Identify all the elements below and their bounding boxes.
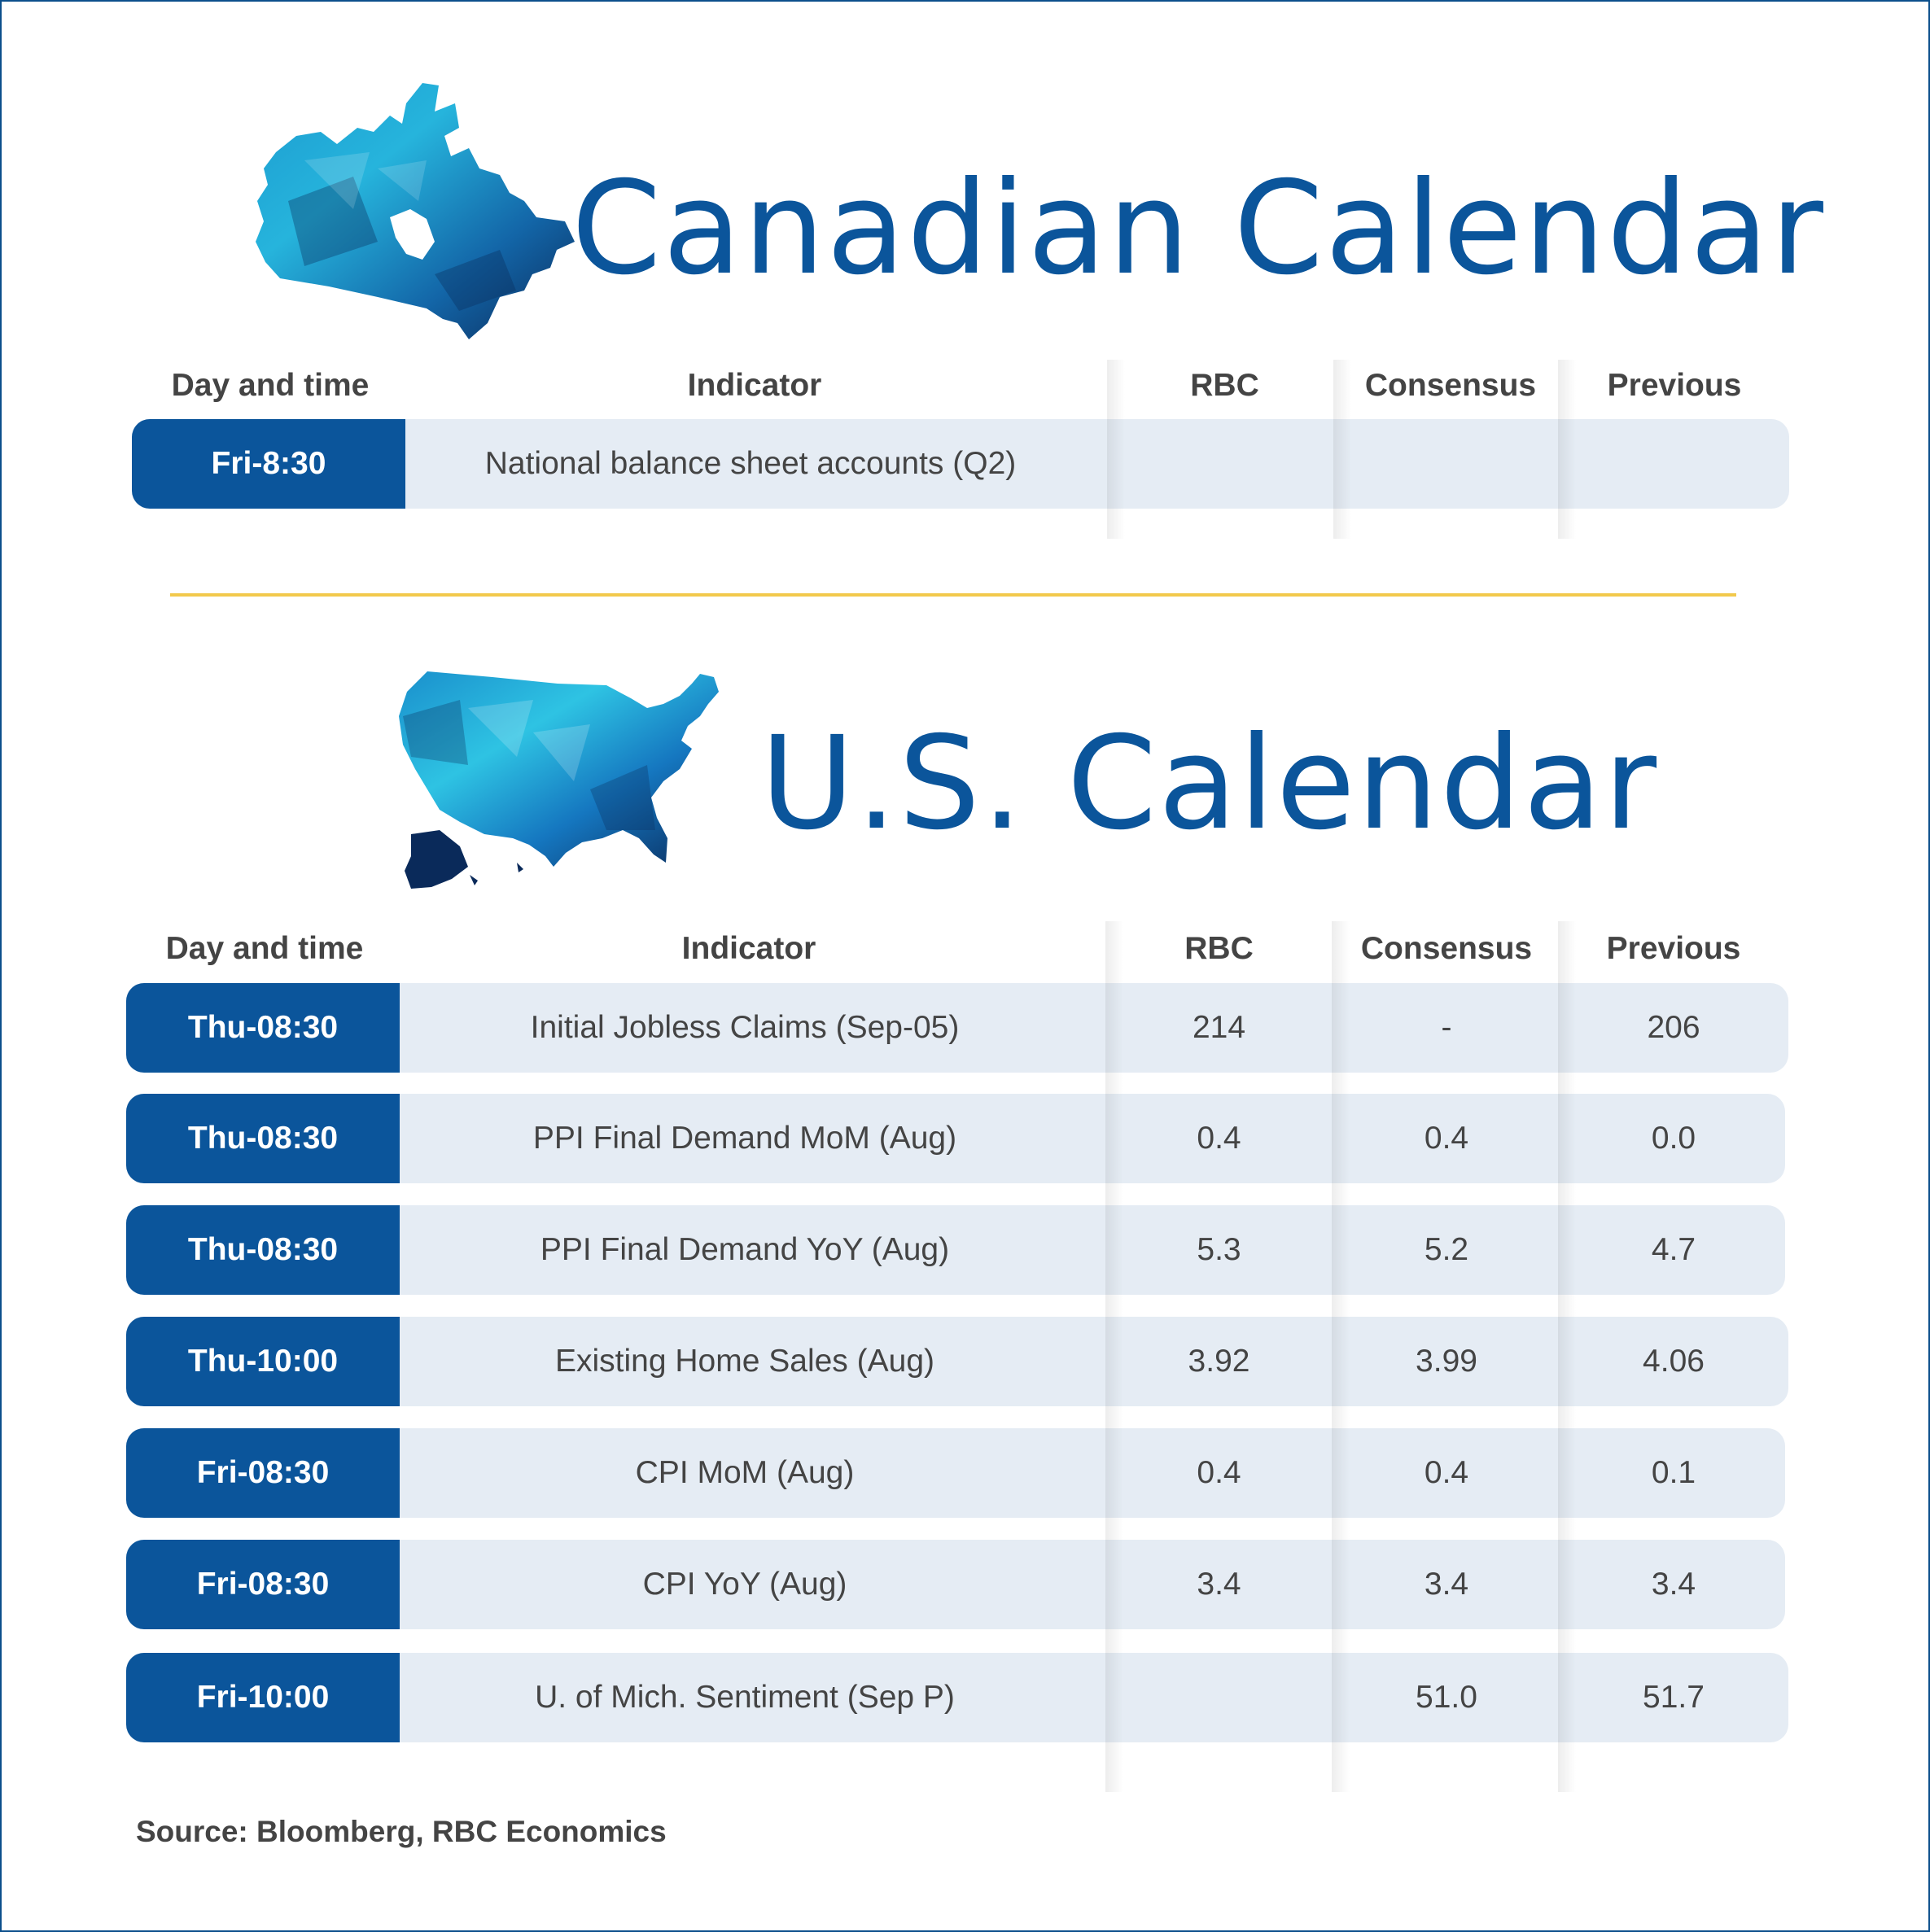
row-rbc: 0.4 [1197, 1121, 1241, 1156]
row-indicator: PPI Final Demand MoM (Aug) [532, 1121, 957, 1156]
row-previous: 4.7 [1651, 1232, 1696, 1267]
row-previous: 206 [1647, 1010, 1700, 1045]
row-indicator: PPI Final Demand YoY (Aug) [540, 1232, 950, 1267]
section-divider [170, 593, 1736, 597]
row-previous: 4.06 [1643, 1344, 1705, 1379]
row-rbc: 5.3 [1197, 1232, 1241, 1267]
row-rbc: 3.4 [1197, 1567, 1241, 1602]
row-consensus: 0.4 [1424, 1121, 1469, 1156]
col-head-rbc: RBC [1184, 931, 1254, 966]
col-head-indicator: Indicator [687, 368, 822, 403]
row-time: Thu-08:30 [126, 983, 400, 1073]
row-previous [1562, 419, 1789, 509]
col-head-previous: Previous [1606, 931, 1741, 966]
row-rbc [1113, 419, 1337, 509]
us-calendar-title: U.S. Calendar [760, 709, 1659, 859]
row-indicator: Existing Home Sales (Aug) [554, 1344, 935, 1379]
row-previous: 51.7 [1643, 1680, 1705, 1715]
row-rbc: 214 [1192, 1010, 1246, 1045]
row-consensus: 3.4 [1424, 1567, 1469, 1602]
row-time: Fri-08:30 [126, 1540, 400, 1629]
table-row [126, 1205, 1785, 1295]
table-row [126, 1653, 1788, 1742]
row-time: Thu-08:30 [126, 1205, 400, 1295]
canada-map-icon [256, 79, 577, 347]
row-consensus [1337, 419, 1565, 509]
col-head-consensus: Consensus [1364, 368, 1537, 403]
row-previous: 0.1 [1651, 1455, 1696, 1490]
row-time: Thu-08:30 [126, 1094, 400, 1183]
row-time: Fri-8:30 [132, 419, 405, 509]
row-previous: 3.4 [1651, 1567, 1696, 1602]
row-indicator: U. of Mich. Sentiment (Sep P) [535, 1680, 955, 1715]
table-row [126, 1317, 1788, 1406]
table-row [126, 1540, 1785, 1629]
row-consensus: 0.4 [1424, 1455, 1469, 1490]
row-time: Fri-08:30 [126, 1428, 400, 1518]
usa-map-icon [395, 667, 746, 895]
table-row [132, 419, 1789, 509]
row-rbc [1107, 1653, 1331, 1742]
col-head-indicator: Indicator [681, 931, 816, 966]
row-time: Thu-10:00 [126, 1317, 400, 1406]
source-note: Source: Bloomberg, RBC Economics [136, 1815, 667, 1848]
col-head-rbc: RBC [1190, 368, 1259, 403]
canadian-calendar-title: Canadian Calendar [571, 154, 1825, 304]
col-head-day: Day and time [171, 368, 370, 403]
col-head-day: Day and time [165, 931, 364, 966]
row-indicator: CPI YoY (Aug) [642, 1567, 847, 1602]
col-head-consensus: Consensus [1360, 931, 1533, 966]
row-consensus: 3.99 [1416, 1344, 1477, 1379]
table-row [126, 983, 1788, 1073]
row-indicator: National balance sheet accounts (Q2) [484, 446, 1017, 481]
row-consensus: 51.0 [1416, 1680, 1477, 1715]
row-indicator: Initial Jobless Claims (Sep-05) [530, 1010, 960, 1045]
row-rbc: 0.4 [1197, 1455, 1241, 1490]
row-time: Fri-10:00 [126, 1653, 400, 1742]
col-head-previous: Previous [1607, 368, 1742, 403]
row-consensus: 5.2 [1424, 1232, 1469, 1267]
row-consensus: - [1441, 1010, 1452, 1045]
row-previous: 0.0 [1651, 1121, 1696, 1156]
row-indicator: CPI MoM (Aug) [635, 1455, 855, 1490]
table-row [126, 1428, 1785, 1518]
table-row [126, 1094, 1785, 1183]
row-rbc: 3.92 [1188, 1344, 1250, 1379]
